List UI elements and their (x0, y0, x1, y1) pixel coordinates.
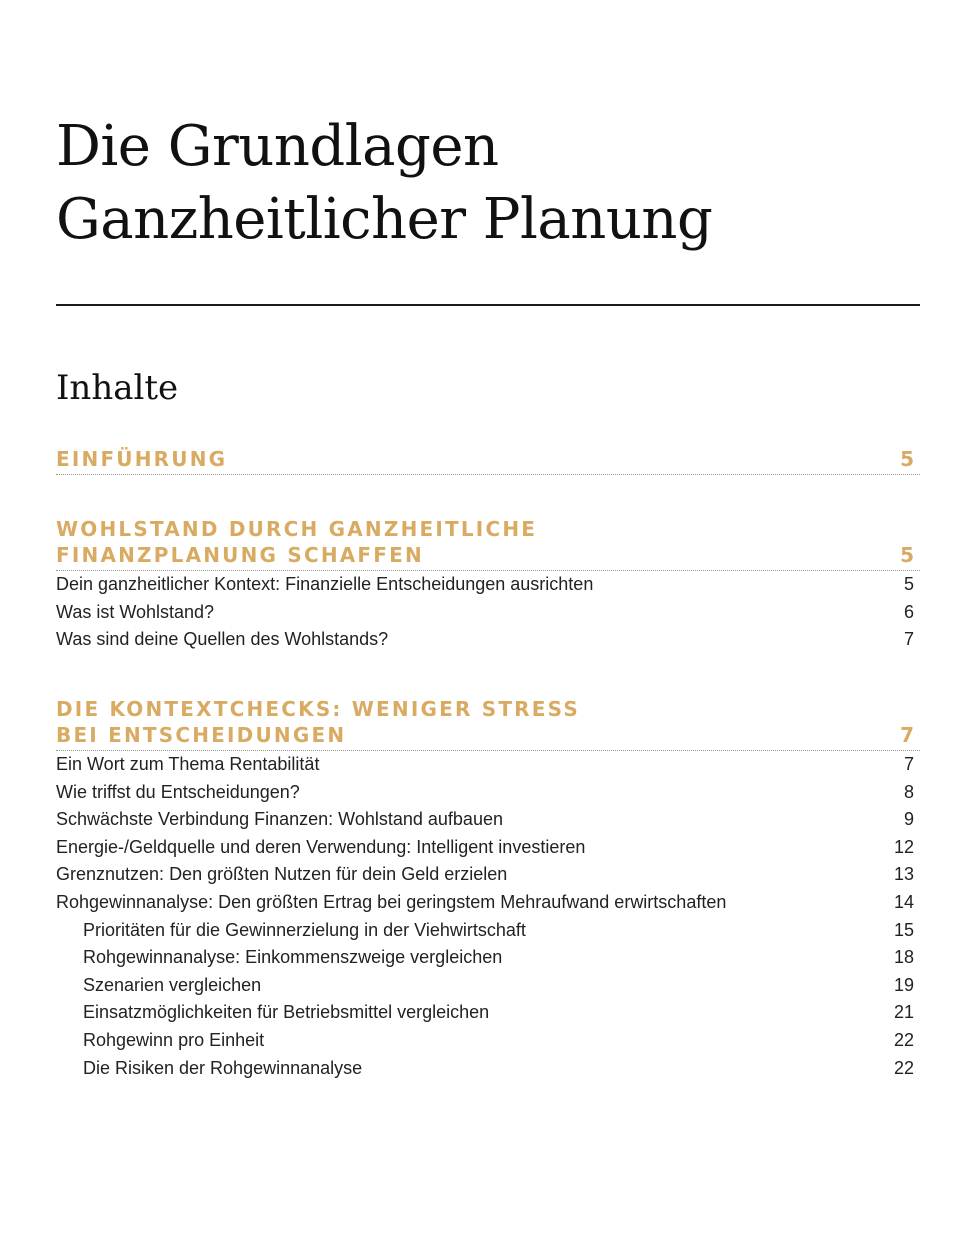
toc-entry-label: Was sind deine Quellen des Wohlstands? (56, 629, 389, 650)
toc-entry[interactable] (56, 861, 920, 889)
toc-section-heading[interactable] (56, 696, 920, 751)
toc-entry-page-number: 19 (893, 974, 914, 995)
toc-section-kontextchecks (56, 696, 920, 1082)
toc-subentry[interactable] (56, 917, 920, 945)
toc-section-page-number: 5 (900, 447, 914, 471)
toc-entry-page-number: 9 (903, 809, 914, 830)
toc-entry-label: Einsatzmöglichkeiten für Betriebsmittel vergleichen (83, 1002, 490, 1023)
toc-section-page-number: 7 (900, 723, 914, 747)
toc-entry-label: Rohgewinnanalyse: Einkommenszweige vergleichen (83, 947, 503, 968)
document-page (56, 0, 920, 1260)
toc-section-heading[interactable] (56, 446, 920, 475)
toc-entry-label: Szenarien vergleichen (83, 974, 262, 995)
toc-entry-label: Wie triffst du Entscheidungen? (56, 781, 300, 802)
toc-entry-label: Grenznutzen: Den größten Nutzen für dein Geld erzielen (56, 864, 508, 885)
toc-section-title-line: FINANZPLANUNG SCHAFFEN (56, 543, 424, 567)
toc-section-title-line: DIE KONTEXTCHECKS: WENIGER STRESS (56, 697, 580, 721)
toc-entry-label: Ein Wort zum Thema Rentabilität (56, 754, 320, 774)
toc-entry-list (56, 571, 920, 654)
toc-entry[interactable] (56, 834, 920, 862)
toc-heading: Inhalte (56, 368, 179, 408)
toc-entry[interactable] (56, 751, 920, 779)
toc-entry[interactable] (56, 599, 920, 627)
toc-section-title-line: EINFÜHRUNG (56, 447, 228, 471)
document-title-line-2: Ganzheitlicher Planung (56, 187, 713, 252)
toc-entry-label: Die Risiken der Rohgewinnanalyse (83, 1057, 363, 1078)
document-title (56, 110, 920, 256)
toc-subentry[interactable] (56, 1027, 920, 1055)
toc-entry[interactable] (56, 806, 920, 834)
toc-entry-page-number: 15 (893, 919, 914, 940)
toc-entry-page-number: 22 (893, 1029, 914, 1050)
toc-section-wohlstand (56, 516, 920, 654)
toc-entry-list (56, 751, 920, 1082)
title-divider (56, 304, 920, 306)
toc-entry-page-number: 7 (903, 754, 914, 774)
toc-section-title (56, 446, 816, 472)
toc-entry[interactable] (56, 626, 920, 654)
toc-entry-page-number: 22 (893, 1057, 914, 1078)
toc-section-page-number: 5 (900, 543, 914, 567)
toc-entry-label: Was ist Wohlstand? (56, 601, 215, 622)
toc-entry-label: Dein ganzheitlicher Kontext: Finanzielle Entscheidungen ausrichten (56, 574, 594, 594)
toc-entry[interactable] (56, 779, 920, 807)
toc-entry-page-number: 8 (903, 781, 914, 802)
toc-section-einfuehrung (56, 446, 920, 475)
toc-entry-page-number: 5 (903, 574, 914, 594)
toc-entry-label: Prioritäten für die Gewinnerzielung in der Viehwirtschaft (83, 919, 526, 940)
toc-section-title-line: BEI ENTSCHEIDUNGEN (56, 723, 347, 747)
toc-entry-label: Rohgewinn pro Einheit (83, 1029, 265, 1050)
toc-entry[interactable] (56, 571, 920, 599)
toc-entry-label: Energie-/Geldquelle und deren Verwendung: Intelligent investieren (56, 836, 586, 857)
toc-subentry[interactable] (56, 944, 920, 972)
toc-entry[interactable] (56, 889, 920, 917)
toc-entry-page-number: 7 (903, 629, 914, 650)
toc-subentry[interactable] (56, 999, 920, 1027)
toc-entry-page-number: 14 (893, 891, 914, 912)
toc-section-heading[interactable] (56, 516, 920, 571)
toc-entry-label: Schwächste Verbindung Finanzen: Wohlstand aufbauen (56, 809, 503, 830)
toc-entry-page-number: 6 (903, 601, 914, 622)
toc-entry-page-number: 18 (893, 947, 914, 968)
toc-entry-page-number: 21 (893, 1002, 914, 1023)
document-title-line-1: Die Grundlagen (56, 114, 499, 179)
toc-entry-page-number: 12 (893, 836, 914, 857)
toc-subentry[interactable] (56, 972, 920, 1000)
toc-section-title (56, 516, 816, 568)
toc-entry-label: Rohgewinnanalyse: Den größten Ertrag bei geringstem Mehraufwand erwirtschaften (56, 891, 727, 912)
toc-section-title-line: WOHLSTAND DURCH GANZHEITLICHE (56, 517, 538, 541)
toc-section-title (56, 696, 816, 748)
toc-entry-page-number: 13 (893, 864, 914, 885)
toc-subentry[interactable] (56, 1055, 920, 1083)
